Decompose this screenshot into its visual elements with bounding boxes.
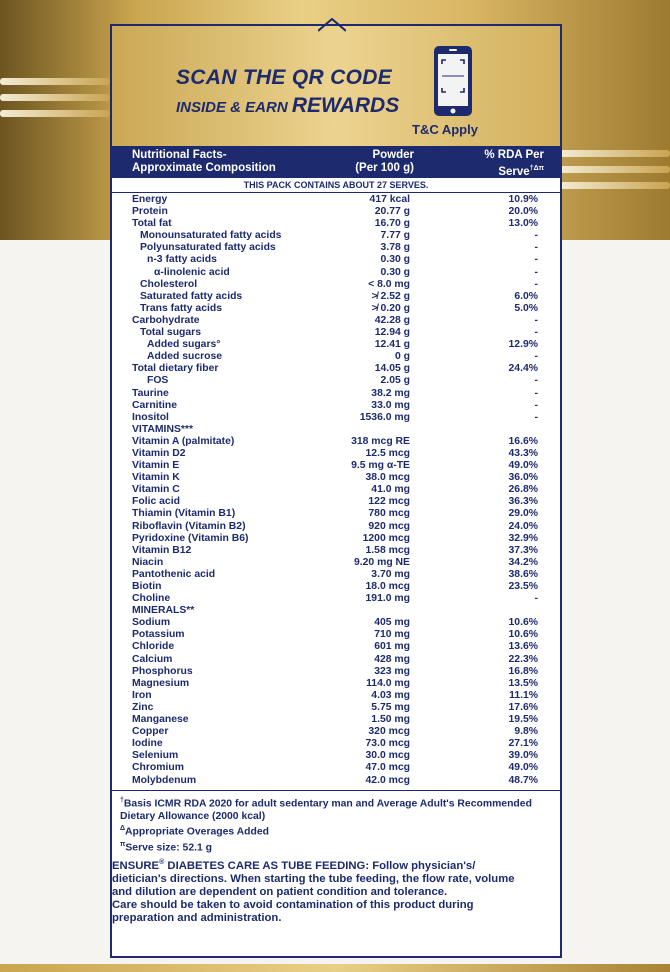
table-row <box>112 424 560 436</box>
brand-name: ENSURE <box>112 859 160 872</box>
rda-value: - <box>534 242 538 254</box>
promo-line-2-prefix: INSIDE & EARN <box>176 99 292 116</box>
nutrient-name: Cholesterol <box>140 278 198 290</box>
rda-value: 12.9% <box>508 339 538 351</box>
nutrient-name: Magnesium <box>132 677 190 689</box>
table-row <box>112 533 560 545</box>
rda-value: - <box>534 230 538 242</box>
rda-value: 36.0% <box>508 472 538 484</box>
directions-line-2: dietician's directions. When starting the tube feeding, the flow rate, volume <box>112 872 515 885</box>
tc-apply: T&C Apply <box>412 122 478 137</box>
rda-value: 48.7% <box>508 774 538 786</box>
per-100g-value: ≯ 0.20 g <box>371 302 410 314</box>
footnotes <box>112 790 560 854</box>
table-row <box>112 678 560 690</box>
nutrient-name: Sodium <box>132 617 171 629</box>
nutrient-name: Vitamin B12 <box>132 544 192 556</box>
rda-value: - <box>534 593 538 605</box>
header-col-2 <box>338 149 414 175</box>
table-row <box>112 218 560 230</box>
nutrient-name: Phosphorus <box>132 665 193 677</box>
rda-value: 20.0% <box>508 206 538 218</box>
nutrient-name: Copper <box>132 726 169 738</box>
nutrient-name: Added sugars° <box>147 339 221 351</box>
table-row <box>112 291 560 303</box>
table-row <box>112 436 560 448</box>
panel-notch <box>318 18 346 32</box>
per-100g-value: 428 mg <box>374 653 410 665</box>
per-100g-value: 38.2 mg <box>371 387 410 399</box>
table-row <box>112 666 560 678</box>
rda-value: 22.3% <box>508 653 538 665</box>
rda-value: 32.9% <box>508 532 538 544</box>
per-100g-value: 33.0 mg <box>371 399 410 411</box>
nutrient-name: MINERALS** <box>132 605 195 617</box>
footnote-3 <box>120 839 560 855</box>
header-col-3-serve: Serve <box>498 165 530 178</box>
per-100g-value: 20.77 g <box>374 206 410 218</box>
nutrient-name: Riboflavin (Vitamin B2) <box>132 520 246 532</box>
table-row <box>112 617 560 629</box>
table-row <box>112 629 560 641</box>
table-row <box>112 726 560 738</box>
table-row <box>112 738 560 750</box>
table-row <box>112 303 560 315</box>
per-100g-value: 14.05 g <box>374 363 410 375</box>
rda-value: - <box>534 266 538 278</box>
header-col-3-line-1: % RDA Per <box>484 149 544 161</box>
per-100g-value: 2.05 g <box>380 375 410 387</box>
per-100g-value: 1200 mcg <box>362 532 410 544</box>
rda-value: - <box>534 278 538 290</box>
footnote-3-text: Serve size: 52.1 g <box>125 842 213 854</box>
table-row <box>112 315 560 327</box>
rda-value: - <box>534 327 538 339</box>
per-100g-value: 1.50 mg <box>371 714 410 726</box>
footnote-1b: Dietary Allowance (2000 kcal) <box>120 810 266 822</box>
rda-value: 24.4% <box>508 363 538 375</box>
footnote-3-sup: π <box>120 841 126 849</box>
table-row <box>112 327 560 339</box>
table-header <box>112 146 560 178</box>
table-row <box>112 363 560 375</box>
nutrient-name: Molybdenum <box>132 774 197 786</box>
header-col-3-sup: †Δπ <box>529 165 544 172</box>
rda-value: 10.6% <box>508 629 538 641</box>
per-100g-value: 0.30 g <box>380 266 410 278</box>
nutrient-name: Vitamin C <box>132 484 180 496</box>
table-row <box>112 448 560 460</box>
table-row <box>112 605 560 617</box>
nutrient-name: Iron <box>132 689 152 701</box>
rda-value: 10.6% <box>508 617 538 629</box>
per-100g-value: 1536.0 mg <box>359 411 410 423</box>
header-col-1 <box>132 149 276 175</box>
nutrient-name: Choline <box>132 593 171 605</box>
directions-text-1: DIABETES CARE AS TUBE FEEDING: Follow physician's/ <box>164 859 476 872</box>
promo-text <box>176 66 399 118</box>
nutrient-name: Calcium <box>132 653 173 665</box>
per-100g-value: 601 mg <box>374 641 410 653</box>
per-100g-value: 318 mcg RE <box>351 435 410 447</box>
nutrient-name: n-3 fatty acids <box>147 254 217 266</box>
per-100g-value: 7.77 g <box>380 230 410 242</box>
rda-value: 13.0% <box>508 218 538 230</box>
per-100g-value: 9.20 mg NE <box>353 556 410 568</box>
table-row <box>112 339 560 351</box>
table-row <box>112 472 560 484</box>
table-row <box>112 388 560 400</box>
rda-value: 43.3% <box>508 447 538 459</box>
nutrient-name: Folic acid <box>132 496 180 508</box>
per-100g-value: 42.0 mcg <box>365 774 410 786</box>
promo-line-2-emph: REWARDS <box>291 94 400 117</box>
table-row <box>112 375 560 387</box>
per-100g-value: 5.75 mg <box>371 701 410 713</box>
gold-stripe <box>0 78 110 85</box>
per-100g-value: 38.0 mcg <box>365 472 410 484</box>
rda-value: 39.0% <box>508 750 538 762</box>
nutrient-name: Vitamin E <box>132 460 180 472</box>
table-row <box>112 484 560 496</box>
phone-qr-icon <box>432 44 474 118</box>
table-row <box>112 654 560 666</box>
nutrient-name: Vitamin K <box>132 472 180 484</box>
per-100g-value: 114.0 mg <box>366 677 410 689</box>
nutrient-name: Total fat <box>132 218 172 230</box>
rda-value: - <box>534 314 538 326</box>
gold-stripe <box>560 166 670 173</box>
rda-value: 27.1% <box>508 738 538 750</box>
nutrient-name: Chloride <box>132 641 175 653</box>
per-100g-value: 73.0 mcg <box>365 738 410 750</box>
nutrient-name: Chromium <box>132 762 184 774</box>
table-row <box>112 641 560 653</box>
per-100g-value: 4.03 mg <box>371 689 410 701</box>
gold-stripe <box>560 150 670 157</box>
rda-value: 19.5% <box>508 714 538 726</box>
nutrient-name: Zinc <box>132 701 154 713</box>
nutrient-name: Pantothenic acid <box>132 568 216 580</box>
rda-value: 34.2% <box>508 556 538 568</box>
footnote-2-sup: Δ <box>120 825 126 833</box>
per-100g-value: 122 mcg <box>368 496 410 508</box>
table-row <box>112 545 560 557</box>
nutrient-name: Taurine <box>132 387 169 399</box>
header-col-2-line-1: Powder <box>372 149 414 161</box>
nutrient-name: Added sucrose <box>147 351 223 363</box>
tube-feeding-directions <box>112 856 562 925</box>
rda-value: - <box>534 387 538 399</box>
rda-value: 11.1% <box>509 689 538 701</box>
nutrient-name: Niacin <box>132 556 164 568</box>
rda-value: - <box>534 351 538 363</box>
per-100g-value: 47.0 mcg <box>365 762 410 774</box>
rda-value: 6.0% <box>514 290 538 302</box>
rda-value: 49.0% <box>508 460 538 472</box>
nutrient-name: VITAMINS*** <box>132 423 194 435</box>
directions-line-4: Care should be taken to avoid contamination of this product during <box>112 898 474 911</box>
rda-value: 16.6% <box>508 435 538 447</box>
per-100g-value: 18.0 mcg <box>365 581 410 592</box>
per-100g-value: 323 mg <box>374 665 410 677</box>
nutrient-name: Vitamin A (palmitate) <box>132 435 235 447</box>
rda-value: 13.6% <box>508 641 538 653</box>
table-row <box>112 750 560 762</box>
brand-sup: ® <box>159 859 165 866</box>
per-100g-value: < 8.0 mg <box>368 278 410 290</box>
rda-value: 9.8% <box>514 726 538 738</box>
table-row <box>112 242 560 254</box>
nutrition-rows <box>112 194 560 787</box>
per-100g-value: 0.30 g <box>380 254 410 266</box>
table-row <box>112 194 560 206</box>
rda-value: - <box>534 411 538 423</box>
gold-bottom-edge <box>0 964 670 972</box>
nutrient-name: Total dietary fiber <box>132 363 219 375</box>
rda-value: 23.5% <box>508 581 538 592</box>
table-row <box>112 254 560 266</box>
table-row <box>112 496 560 508</box>
per-100g-value: 191.0 mg <box>365 593 410 605</box>
per-100g-value: 3.70 mg <box>371 568 410 580</box>
rda-value: 38.6% <box>508 568 538 580</box>
per-100g-value: 3.78 g <box>380 242 410 254</box>
promo-line-2 <box>176 94 399 118</box>
nutrient-name: Trans fatty acids <box>140 302 223 314</box>
nutrient-name: Potassium <box>132 629 185 641</box>
nutrient-name: Energy <box>132 194 168 205</box>
nutrient-name: Monounsaturated fatty acids <box>140 230 282 242</box>
nutrient-name: Biotin <box>132 581 162 592</box>
nutrient-name: Carnitine <box>132 399 178 411</box>
rda-value: - <box>534 375 538 387</box>
table-row <box>112 460 560 472</box>
footnote-2-text: Appropriate Overages Added <box>125 826 269 838</box>
rda-value: 13.5% <box>508 677 538 689</box>
table-row <box>112 714 560 726</box>
rda-value: 24.0% <box>508 520 538 532</box>
nutrient-name: FOS <box>147 375 169 387</box>
table-row <box>112 412 560 424</box>
table-row <box>112 557 560 569</box>
table-row <box>112 351 560 363</box>
table-row <box>112 569 560 581</box>
promo-line-1: SCAN THE QR CODE <box>176 66 392 89</box>
per-100g-value: 42.28 g <box>374 314 410 326</box>
header-col-3-line-2 <box>462 162 544 179</box>
table-row <box>112 279 560 291</box>
nutrient-name: Selenium <box>132 750 179 762</box>
nutrient-name: Saturated fatty acids <box>140 290 243 302</box>
table-row <box>112 206 560 218</box>
nutrient-name: α-linolenic acid <box>154 266 230 278</box>
per-100g-value: 30.0 mcg <box>365 750 410 762</box>
per-100g-value: ≯ 2.52 g <box>371 290 410 302</box>
per-100g-value: 780 mcg <box>368 508 410 520</box>
table-row <box>112 702 560 714</box>
rda-value: 17.6% <box>508 701 538 713</box>
directions-line-5: preparation and administration. <box>112 911 282 924</box>
header-col-1-line-1: Nutritional Facts- <box>132 149 227 161</box>
rda-value: 37.3% <box>508 544 538 556</box>
table-row <box>112 400 560 412</box>
per-100g-value: 12.41 g <box>374 339 410 351</box>
nutrient-name: Manganese <box>132 714 189 726</box>
rda-value: 16.8% <box>508 665 538 677</box>
directions-line-3: and dilution are dependent on patient condition and tolerance. <box>112 885 448 898</box>
footnote-1-text: Basis ICMR RDA 2020 for adult sedentary man and Average Adult's Recommended <box>123 798 532 810</box>
rda-value: 10.9% <box>508 194 538 205</box>
table-row <box>112 775 560 787</box>
table-row <box>112 690 560 702</box>
per-100g-value: 920 mcg <box>368 520 410 532</box>
per-100g-value: 16.70 g <box>374 218 410 230</box>
nutrient-name: Inositol <box>132 411 169 423</box>
nutrient-name: Protein <box>132 206 168 218</box>
nutrient-name: Total sugars <box>140 327 202 339</box>
table-row <box>112 593 560 605</box>
rda-value: 29.0% <box>508 508 538 520</box>
nutrient-name: Polyunsaturated fatty acids <box>140 242 276 254</box>
serves-note: THIS PACK CONTAINS ABOUT 27 SERVES. <box>112 178 560 193</box>
footnote-2 <box>120 823 560 839</box>
nutrient-name: Iodine <box>132 738 163 750</box>
per-100g-value: 710 mg <box>374 629 410 641</box>
rda-value: 36.3% <box>508 496 538 508</box>
table-row <box>112 581 560 593</box>
gold-stripe <box>560 182 670 189</box>
rda-value: 26.8% <box>508 484 538 496</box>
footnote-1-sup: † <box>120 797 124 804</box>
header-col-1-line-2: Approximate Composition <box>132 162 276 174</box>
rda-value: 5.0% <box>514 302 538 314</box>
header-col-2-line-2: (Per 100 g) <box>355 162 414 174</box>
header-col-3 <box>462 149 544 179</box>
per-100g-value: 405 mg <box>374 617 410 629</box>
rda-value: - <box>534 254 538 266</box>
per-100g-value: 0 g <box>394 351 410 363</box>
rda-value: - <box>534 399 538 411</box>
gold-stripe <box>0 110 110 117</box>
table-row <box>112 267 560 279</box>
nutrient-name: Vitamin D2 <box>132 447 186 459</box>
table-row <box>112 762 560 774</box>
per-100g-value: 41.0 mg <box>371 484 410 496</box>
table-row <box>112 508 560 520</box>
per-100g-value: 417 kcal <box>369 194 410 205</box>
rda-value: 49.0% <box>508 762 538 774</box>
per-100g-value: 1.58 mcg <box>365 544 410 556</box>
footnote-1 <box>120 795 560 811</box>
gold-stripe <box>0 94 110 101</box>
nutrient-name: Pyridoxine (Vitamin B6) <box>132 532 249 544</box>
per-100g-value: 9.5 mg α-TE <box>351 460 410 472</box>
table-row <box>112 521 560 533</box>
per-100g-value: 320 mcg <box>368 726 410 738</box>
nutrient-name: Carbohydrate <box>132 314 200 326</box>
per-100g-value: 12.94 g <box>374 327 410 339</box>
directions-line-1 <box>112 856 562 873</box>
per-100g-value: 12.5 mcg <box>365 447 410 459</box>
nutrient-name: Thiamin (Vitamin B1) <box>132 508 236 520</box>
table-row <box>112 230 560 242</box>
